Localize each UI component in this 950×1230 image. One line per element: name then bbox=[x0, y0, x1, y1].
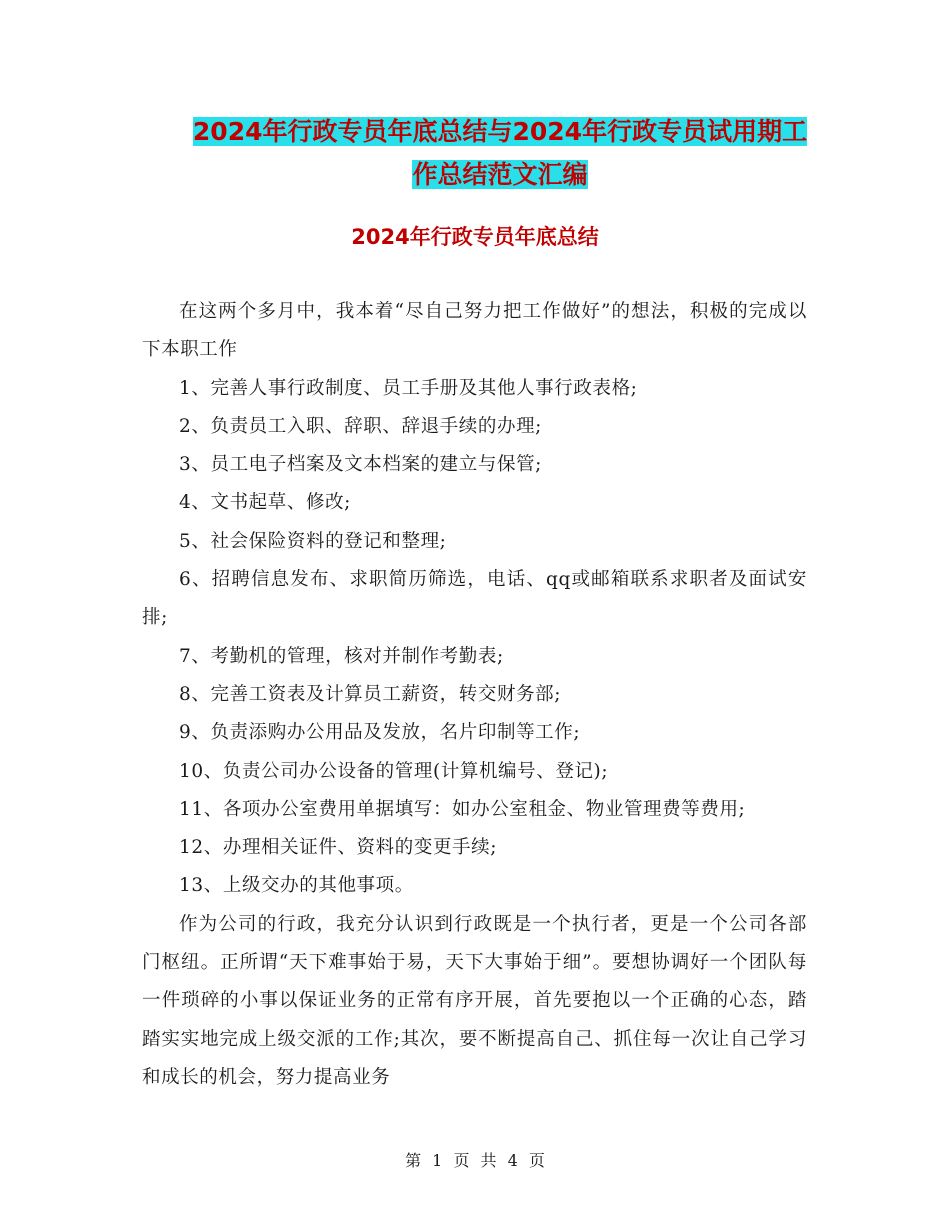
list-item: 6、招聘信息发布、求职简历筛选，电话、qq或邮箱联系求职者及面试安排; bbox=[142, 569, 807, 629]
list-item: 13、上级交办的其他事项。 bbox=[179, 875, 414, 897]
list-item: 8、完善工资表及计算员工薪资，转交财务部; bbox=[179, 683, 562, 705]
body-paragraph: 作为公司的行政，我充分认识到行政既是一个执行者，更是一个公司各部门枢纽。正所谓“天下难事始于易，天下大事始于细”。要想协调好一个团队每一件琐碎的小事以保证业务的正常有序开展，首先要抱以一个正确的心态，踏踏实实地完成上级交派的工作;其次，要不断提高自己、抓住每一次让自己学习和成长的机会，努力提高业务 bbox=[142, 913, 807, 1088]
list-item: 2、负责员工入职、辞职、辞退手续的办理; bbox=[179, 415, 543, 437]
list-item: 10、负责公司办公设备的管理(计算机编号、登记); bbox=[179, 760, 609, 782]
list-item: 11、各项办公室费用单据填写：如办公室租金、物业管理费等费用; bbox=[179, 798, 746, 820]
list-item: 3、员工电子档案及文本档案的建立与保管; bbox=[179, 454, 543, 476]
list-item: 7、考勤机的管理，核对并制作考勤表; bbox=[179, 645, 504, 667]
document-body bbox=[142, 293, 807, 1097]
list-item: 9、负责添购办公用品及发放，名片印制等工作; bbox=[179, 722, 581, 744]
document-title-line-1: 2024年行政专员年底总结与2024年行政专员试用期工 bbox=[192, 117, 808, 146]
page-footer: 第 1 页 共 4 页 bbox=[405, 1151, 545, 1170]
document-title-continued bbox=[100, 154, 900, 196]
document-title-line-2: 作总结范文汇编 bbox=[412, 160, 588, 189]
list-item: 5、社会保险资料的登记和整理; bbox=[179, 530, 447, 552]
list-item: 4、文书起草、修改; bbox=[179, 492, 352, 514]
list-item: 1、完善人事行政制度、员工手册及其他人事行政表格; bbox=[179, 377, 638, 399]
intro-paragraph: 在这两个多月中，我本着“尽自己努力把工作做好”的想法，积极的完成以下本职工作 bbox=[142, 301, 807, 361]
section-heading: 2024年行政专员年底总结 bbox=[351, 225, 599, 249]
list-item: 12、办理相关证件、资料的变更手续; bbox=[179, 837, 498, 859]
document-title bbox=[100, 111, 900, 153]
